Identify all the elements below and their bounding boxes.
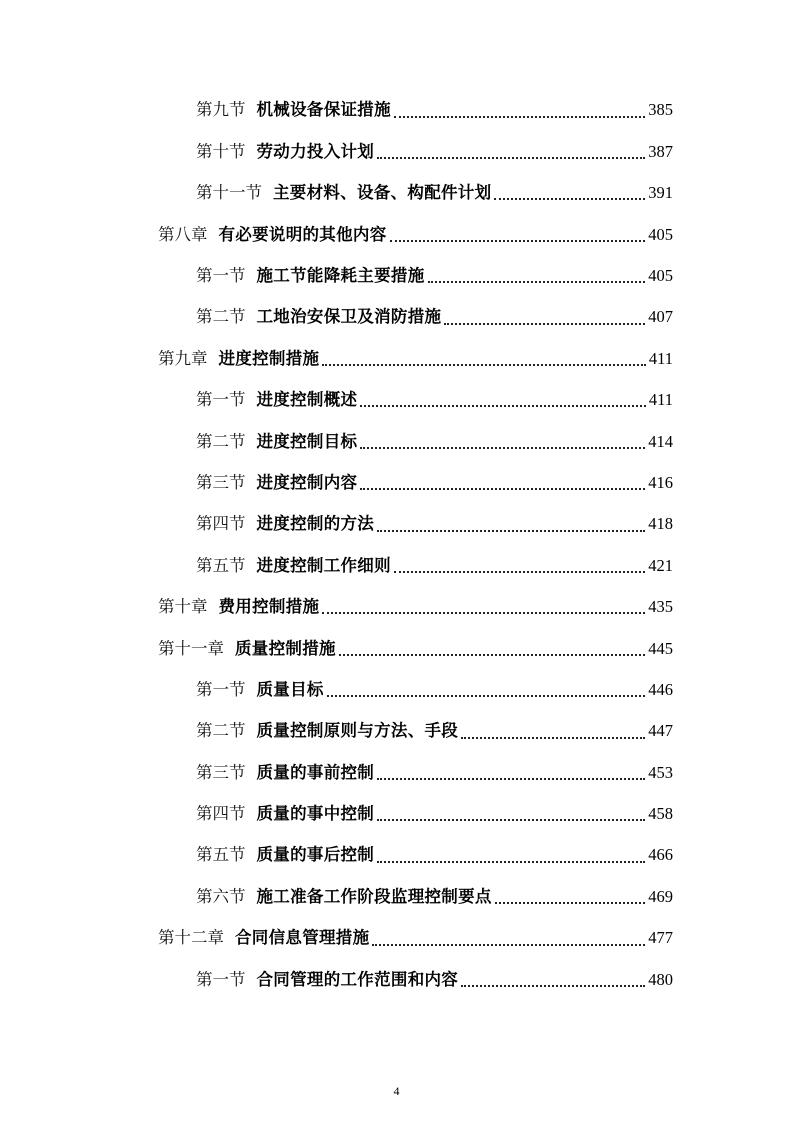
dot-leader: [394, 116, 645, 118]
toc-entry[interactable]: [0, 876, 793, 917]
toc-entry[interactable]: [0, 338, 793, 379]
dot-leader: [360, 447, 645, 449]
dot-leader: [495, 902, 646, 904]
toc-entry-page: 385: [648, 100, 673, 120]
toc-entry-page: 411: [648, 390, 673, 410]
toc-entry-number: 第八章: [158, 224, 208, 244]
toc-entry[interactable]: [0, 587, 793, 628]
toc-entry[interactable]: [0, 463, 793, 504]
toc-entry-title: 施工准备工作阶段监理控制要点: [256, 886, 492, 906]
dot-leader: [339, 654, 645, 656]
toc-entry[interactable]: [0, 90, 793, 131]
toc-entry-number: 第六节: [196, 886, 246, 906]
toc-entry-page: 477: [648, 928, 673, 948]
toc-entry-title: 进度控制内容: [256, 472, 358, 492]
toc-entry-number: 第十节: [196, 141, 246, 161]
toc-entry-title: 合同信息管理措施: [235, 928, 370, 948]
toc-entry-title: 进度控制工作细则: [256, 555, 391, 575]
toc-entry-title: 劳动力投入计划: [256, 141, 375, 161]
toc-entry-number: 第三节: [196, 472, 246, 492]
toc-entry-title: 质量的事前控制: [256, 762, 375, 782]
toc-entry-number: 第五节: [196, 845, 246, 865]
toc-entry-page: 411: [648, 348, 673, 368]
toc-entry-number: 第一节: [196, 679, 246, 699]
dot-leader: [377, 819, 645, 821]
toc-entry-title: 进度控制措施: [218, 348, 320, 368]
toc-entry-title: 有必要说明的其他内容: [218, 224, 387, 244]
toc-entry-number: 第十一节: [196, 183, 262, 203]
dot-leader: [444, 323, 645, 325]
toc-entry-title: 进度控制的方法: [256, 514, 375, 534]
toc-entry[interactable]: [0, 214, 793, 255]
dot-leader: [461, 737, 645, 739]
toc-entry-page: 387: [648, 141, 673, 161]
dot-leader: [461, 985, 645, 987]
toc-entry-page: 466: [648, 845, 673, 865]
toc-entry-title: 施工节能降耗主要措施: [256, 266, 425, 285]
toc-entry-page: 414: [648, 431, 673, 451]
dot-leader: [428, 281, 646, 283]
toc-entry-number: 第十一章: [158, 638, 224, 658]
toc-entry[interactable]: [0, 628, 793, 669]
toc-entry[interactable]: [0, 711, 793, 752]
toc-entry-number: 第四节: [196, 804, 246, 824]
toc-entry[interactable]: [0, 504, 793, 545]
toc-entry[interactable]: [0, 256, 793, 297]
dot-leader: [372, 944, 645, 946]
toc-entry-title: 合同管理的工作范围和内容: [256, 969, 459, 989]
toc-entry-number: 第三节: [196, 762, 246, 782]
toc-entry-page: 416: [648, 472, 673, 492]
page-number: 4: [393, 1084, 400, 1098]
toc-entry-page: 421: [648, 555, 673, 575]
toc-entry[interactable]: [0, 545, 793, 586]
toc-entry-page: 391: [648, 183, 673, 203]
toc-entry-title: 进度控制概述: [256, 390, 358, 410]
toc-entry-title: 进度控制目标: [256, 431, 358, 451]
dot-leader: [494, 198, 645, 200]
toc-entry-page: 407: [648, 307, 673, 327]
toc-entry-page: 405: [648, 266, 673, 285]
toc-entry-page: 418: [648, 514, 673, 534]
toc-entry-number: 第二节: [196, 307, 246, 327]
toc-entry-page: 480: [648, 969, 673, 989]
toc-entry-page: 445: [648, 638, 673, 658]
toc-entry[interactable]: [0, 959, 793, 1000]
dot-leader: [390, 240, 646, 242]
toc-entry-page: 447: [648, 721, 673, 741]
dot-leader: [322, 612, 645, 614]
toc-entry-page: 446: [648, 679, 673, 699]
toc-entry[interactable]: [0, 297, 793, 338]
toc-entry[interactable]: [0, 131, 793, 172]
dot-leader: [377, 157, 645, 159]
dot-leader: [377, 530, 645, 532]
toc-entry-page: 469: [648, 886, 673, 906]
toc-entry-title: 质量的事后控制: [256, 845, 375, 865]
toc-entry-number: 第九节: [196, 100, 246, 120]
toc-entry-title: 机械设备保证措施: [256, 100, 391, 120]
dot-leader: [377, 861, 645, 863]
toc-entry-number: 第十二章: [158, 928, 224, 948]
toc-entry-title: 质量的事中控制: [256, 804, 375, 824]
toc-entry-page: 453: [648, 762, 673, 782]
toc-entry-number: 第十章: [158, 597, 208, 617]
dot-leader: [377, 778, 645, 780]
dot-leader: [327, 695, 646, 697]
toc-entry[interactable]: [0, 918, 793, 959]
toc-entry-number: 第一节: [196, 266, 246, 285]
toc-entry-number: 第一节: [196, 969, 246, 989]
toc-entry-title: 质量控制原则与方法、手段: [256, 721, 459, 741]
toc-entry[interactable]: [0, 835, 793, 876]
toc-entry[interactable]: [0, 669, 793, 710]
toc-entry-number: 第一节: [196, 390, 246, 410]
toc-entry-title: 质量目标: [256, 679, 324, 699]
table-of-contents: [0, 90, 793, 1001]
dot-leader: [322, 364, 646, 366]
toc-entry-title: 工地治安保卫及消防措施: [256, 307, 442, 327]
toc-entry[interactable]: [0, 794, 793, 835]
toc-entry-title: 费用控制措施: [218, 597, 320, 617]
toc-entry[interactable]: [0, 752, 793, 793]
toc-entry-number: 第四节: [196, 514, 246, 534]
toc-entry-title: 主要材料、设备、构配件计划: [273, 183, 492, 203]
dot-leader: [360, 488, 645, 490]
toc-entry-number: 第九章: [158, 348, 208, 368]
dot-leader: [360, 405, 646, 407]
toc-entry-page: 458: [648, 804, 673, 824]
toc-entry[interactable]: [0, 421, 793, 462]
toc-entry[interactable]: [0, 380, 793, 421]
dot-leader: [394, 571, 645, 573]
toc-entry-number: 第五节: [196, 555, 246, 575]
toc-entry-number: 第二节: [196, 431, 246, 451]
toc-entry-title: 质量控制措施: [235, 638, 336, 658]
toc-entry-page: 405: [648, 224, 673, 244]
toc-entry-number: 第二节: [196, 721, 246, 741]
toc-entry[interactable]: [0, 173, 793, 214]
toc-entry-page: 435: [648, 597, 673, 617]
